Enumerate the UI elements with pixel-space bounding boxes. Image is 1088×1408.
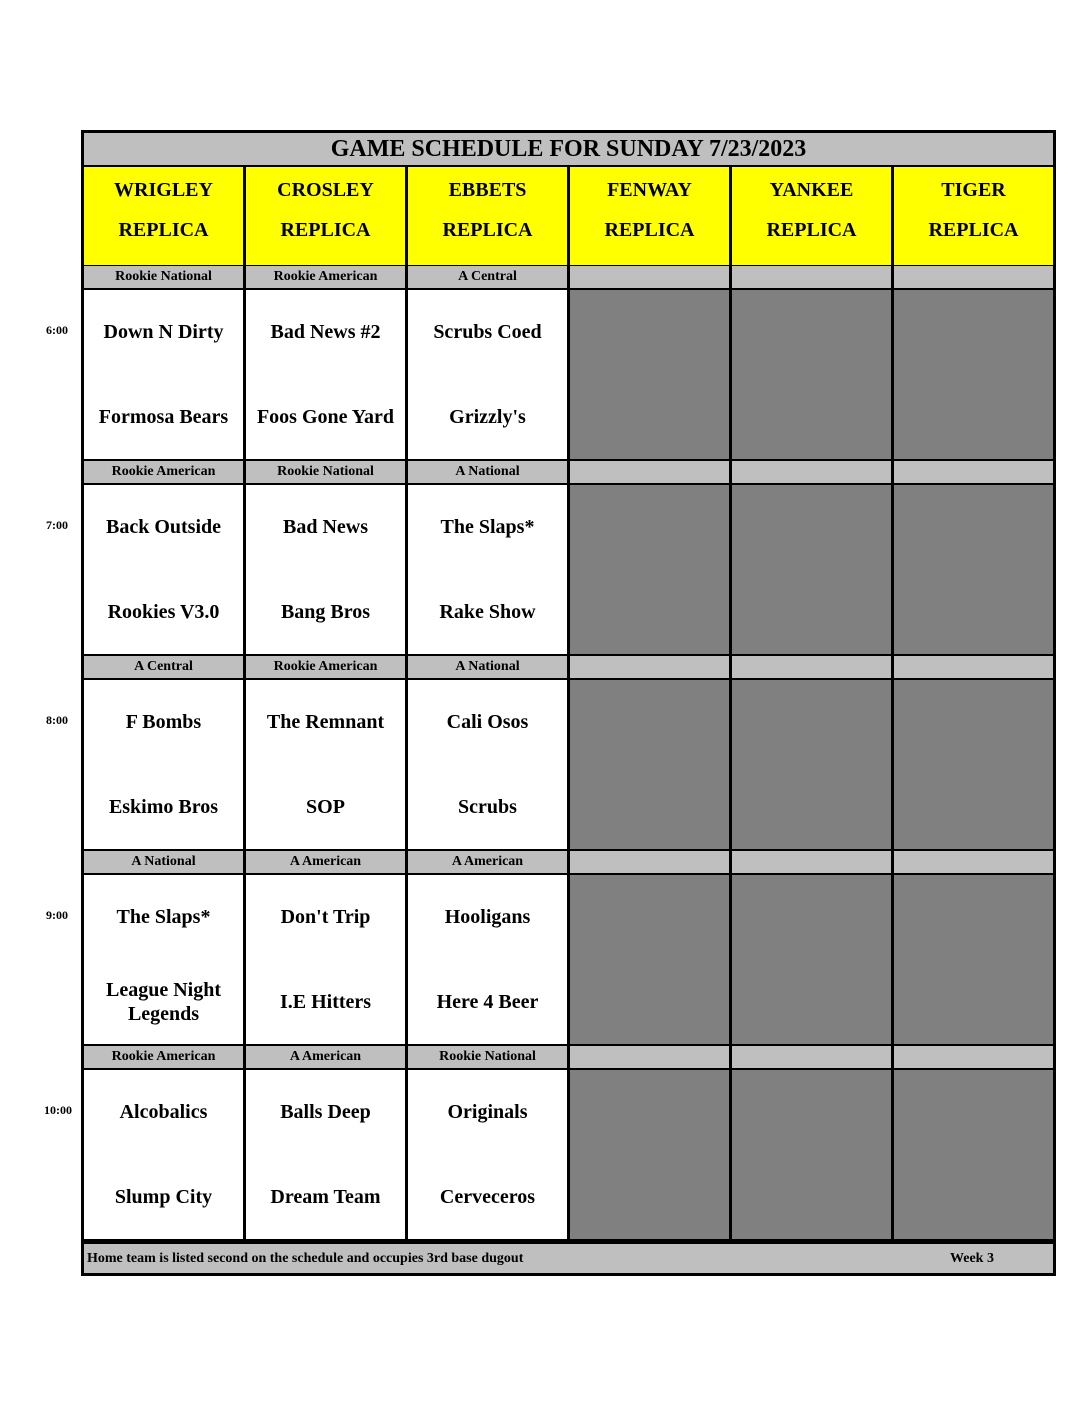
time-label: 7:00	[46, 518, 68, 532]
home-team: Cerveceros	[439, 1186, 536, 1208]
home-team: Grizzly's	[449, 406, 526, 428]
game-row	[84, 484, 1053, 655]
division-label: Rookie National	[84, 266, 246, 288]
home-team: Formosa Bears	[98, 406, 229, 428]
home-team: Rookies V3.0	[107, 601, 220, 623]
empty-field-cell	[894, 485, 1053, 654]
empty-field-cell	[894, 1070, 1053, 1239]
division-label: Rookie American	[246, 266, 408, 288]
schedule-title: GAME SCHEDULE FOR SUNDAY 7/23/2023	[84, 133, 1053, 167]
division-row	[84, 460, 1053, 484]
home-team: Here 4 Beer	[436, 991, 539, 1013]
division-label	[570, 266, 732, 288]
away-team: Scrubs Coed	[433, 321, 542, 343]
division-label	[894, 1046, 1053, 1068]
division-label	[894, 656, 1053, 678]
empty-field-cell	[894, 875, 1053, 1044]
away-team: Hooligans	[444, 906, 531, 928]
home-team: League Night Legends	[106, 979, 221, 1025]
field-name: YANKEE	[769, 179, 854, 201]
field-subtitle: REPLICA	[766, 219, 857, 241]
field-header-fenway	[570, 167, 732, 265]
division-label	[732, 851, 894, 873]
field-name: EBBETS	[448, 179, 527, 201]
home-team: SOP	[306, 796, 345, 818]
division-label	[570, 656, 732, 678]
away-team: Bad News #2	[270, 321, 381, 343]
empty-field-cell	[570, 875, 732, 1044]
division-label	[570, 461, 732, 483]
empty-field-cell	[732, 680, 894, 849]
game-cell	[246, 680, 408, 849]
division-row	[84, 265, 1053, 289]
empty-field-cell	[570, 1070, 732, 1239]
time-label: 6:00	[46, 323, 68, 337]
division-label	[732, 656, 894, 678]
division-row	[84, 1045, 1053, 1069]
away-team: The Slaps*	[116, 906, 211, 928]
field-name: CROSLEY	[277, 179, 374, 201]
game-cell	[84, 1070, 246, 1239]
home-team: Slump City	[114, 1186, 213, 1208]
home-team: Eskimo Bros	[108, 796, 219, 818]
away-team: Originals	[447, 1101, 528, 1123]
empty-field-cell	[570, 485, 732, 654]
field-header-ebbets	[408, 167, 570, 265]
away-team: The Slaps*	[440, 516, 535, 538]
week-label: Week 3	[950, 1250, 994, 1266]
division-label: A National	[84, 851, 246, 873]
division-label: Rookie American	[246, 656, 408, 678]
empty-field-cell	[894, 290, 1053, 459]
field-subtitle: REPLICA	[928, 219, 1019, 241]
field-subtitle: REPLICA	[118, 219, 209, 241]
empty-field-cell	[732, 875, 894, 1044]
away-team: Alcobalics	[119, 1101, 208, 1123]
game-cell	[408, 290, 570, 459]
away-team: Balls Deep	[280, 1101, 371, 1123]
empty-field-cell	[732, 1070, 894, 1239]
division-label	[894, 266, 1053, 288]
schedule-table	[81, 130, 1056, 1276]
away-team: Cali Osos	[446, 711, 529, 733]
field-header-row	[84, 167, 1053, 265]
field-subtitle: REPLICA	[280, 219, 371, 241]
division-label: A National	[408, 656, 570, 678]
division-label: Rookie American	[84, 461, 246, 483]
home-team: Rake Show	[439, 601, 536, 623]
empty-field-cell	[732, 485, 894, 654]
empty-field-cell	[732, 290, 894, 459]
division-label: A American	[246, 851, 408, 873]
home-team: Foos Gone Yard	[256, 406, 395, 428]
field-header-crosley	[246, 167, 408, 265]
division-label	[732, 461, 894, 483]
home-team: Scrubs	[458, 796, 517, 818]
game-cell	[246, 485, 408, 654]
field-subtitle: REPLICA	[442, 219, 533, 241]
division-label	[732, 266, 894, 288]
division-label: A American	[246, 1046, 408, 1068]
away-team: F Bombs	[125, 711, 202, 733]
game-cell	[408, 680, 570, 849]
game-cell	[84, 485, 246, 654]
empty-field-cell	[894, 680, 1053, 849]
field-header-yankee	[732, 167, 894, 265]
time-label: 10:00	[44, 1103, 72, 1117]
game-cell	[246, 290, 408, 459]
game-row	[84, 1069, 1053, 1240]
field-header-wrigley	[84, 167, 246, 265]
away-team: Down N Dirty	[103, 321, 224, 343]
division-row	[84, 655, 1053, 679]
division-label: Rookie American	[84, 1046, 246, 1068]
division-row	[84, 850, 1053, 874]
home-team: Bang Bros	[280, 601, 371, 623]
field-subtitle: REPLICA	[604, 219, 695, 241]
division-label	[894, 461, 1053, 483]
division-label: A Central	[84, 656, 246, 678]
division-label: Rookie National	[408, 1046, 570, 1068]
away-team: Bad News	[282, 516, 368, 538]
field-name: WRIGLEY	[114, 179, 213, 201]
game-cell	[84, 290, 246, 459]
away-team: Don't Trip	[280, 906, 371, 928]
game-row	[84, 289, 1053, 460]
division-label: A American	[408, 851, 570, 873]
home-team: Dream Team	[270, 1186, 381, 1208]
division-label	[570, 851, 732, 873]
game-row	[84, 679, 1053, 850]
game-row	[84, 874, 1053, 1045]
division-label: A National	[408, 461, 570, 483]
division-label: A Central	[408, 266, 570, 288]
game-cell	[246, 875, 408, 1044]
field-name: TIGER	[941, 179, 1006, 201]
game-cell	[408, 1070, 570, 1239]
game-cell	[408, 485, 570, 654]
game-cell	[84, 680, 246, 849]
game-cell	[246, 1070, 408, 1239]
game-cell	[84, 875, 246, 1044]
division-label	[570, 1046, 732, 1068]
field-header-tiger	[894, 167, 1053, 265]
home-team: I.E Hitters	[279, 991, 372, 1013]
empty-field-cell	[570, 680, 732, 849]
time-label: 9:00	[46, 908, 68, 922]
division-label	[894, 851, 1053, 873]
empty-field-cell	[570, 290, 732, 459]
time-label: 8:00	[46, 713, 68, 727]
field-name: FENWAY	[607, 179, 692, 201]
division-label	[732, 1046, 894, 1068]
home-team-note: Home team is listed second on the schedule and occupies 3rd base dugout	[87, 1250, 524, 1266]
game-cell	[408, 875, 570, 1044]
away-team: Back Outside	[105, 516, 222, 538]
away-team: The Remnant	[266, 711, 385, 733]
division-label: Rookie National	[246, 461, 408, 483]
schedule-footer	[84, 1244, 1053, 1273]
